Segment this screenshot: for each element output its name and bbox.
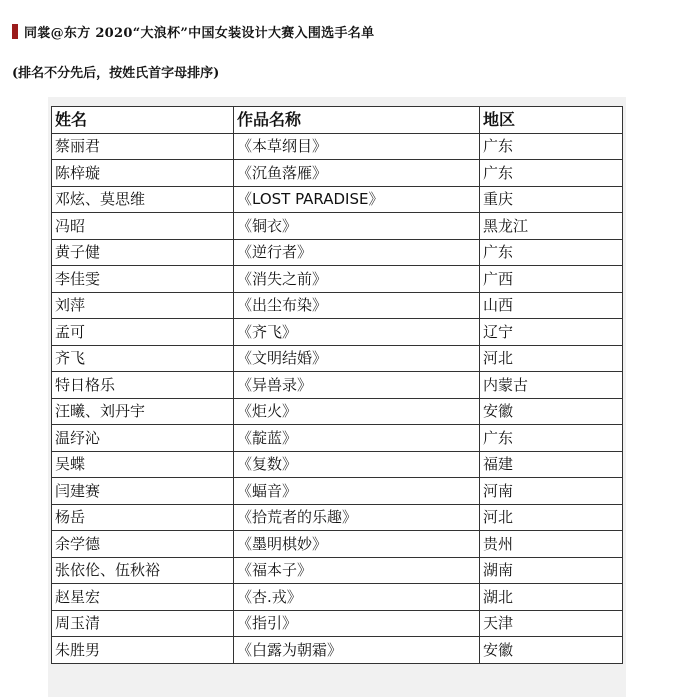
cell-work: 《拾荒者的乐趣》 xyxy=(234,504,480,531)
cell-region: 福建 xyxy=(480,451,623,478)
cell-work: 《炬火》 xyxy=(234,398,480,425)
cell-work: 《齐飞》 xyxy=(234,319,480,346)
cell-name: 闫建赛 xyxy=(52,478,234,505)
cell-region: 安徽 xyxy=(480,398,623,425)
cell-region: 河北 xyxy=(480,504,623,531)
finalist-table xyxy=(51,106,623,664)
cell-name: 冯昭 xyxy=(52,213,234,240)
cell-region: 内蒙古 xyxy=(480,372,623,399)
cell-name: 陈梓璇 xyxy=(52,160,234,187)
cell-name: 汪曦、刘丹宇 xyxy=(52,398,234,425)
table-row xyxy=(52,372,623,399)
cell-region: 山西 xyxy=(480,292,623,319)
page-title: 同裳@东方 2020“大浪杯”中国女装设计大赛入围选手名单 xyxy=(24,25,375,41)
cell-name: 朱胜男 xyxy=(52,637,234,664)
cell-name: 孟可 xyxy=(52,319,234,346)
table-row xyxy=(52,266,623,293)
cell-work: 《铜衣》 xyxy=(234,213,480,240)
cell-name: 吴蝶 xyxy=(52,451,234,478)
cell-name: 李佳雯 xyxy=(52,266,234,293)
cell-name: 刘萍 xyxy=(52,292,234,319)
cell-work: 《LOST PARADISE》 xyxy=(234,186,480,213)
cell-work: 《靛蓝》 xyxy=(234,425,480,452)
table-body xyxy=(52,133,623,663)
column-header-work: 作品名称 xyxy=(234,107,480,134)
cell-region: 重庆 xyxy=(480,186,623,213)
cell-work: 《墨明棋妙》 xyxy=(234,531,480,558)
table-row xyxy=(52,557,623,584)
cell-work: 《逆行者》 xyxy=(234,239,480,266)
table-header-row xyxy=(52,107,623,134)
cell-region: 广西 xyxy=(480,266,623,293)
table-row xyxy=(52,160,623,187)
table-row xyxy=(52,504,623,531)
cell-work: 《白露为朝霜》 xyxy=(234,637,480,664)
cell-name: 特日格乐 xyxy=(52,372,234,399)
column-header-region: 地区 xyxy=(480,107,623,134)
cell-work: 《沉鱼落雁》 xyxy=(234,160,480,187)
cell-name: 齐飞 xyxy=(52,345,234,372)
cell-work: 《出尘布染》 xyxy=(234,292,480,319)
cell-name: 赵星宏 xyxy=(52,584,234,611)
table-row xyxy=(52,319,623,346)
cell-name: 温纾沁 xyxy=(52,425,234,452)
cell-name: 杨岳 xyxy=(52,504,234,531)
cell-work: 《异兽录》 xyxy=(234,372,480,399)
cell-name: 张依伦、伍秋裕 xyxy=(52,557,234,584)
cell-work: 《福本子》 xyxy=(234,557,480,584)
table-row xyxy=(52,610,623,637)
table-row xyxy=(52,292,623,319)
cell-region: 广东 xyxy=(480,160,623,187)
title-bar xyxy=(12,22,374,40)
cell-region: 广东 xyxy=(480,425,623,452)
table-row xyxy=(52,186,623,213)
cell-work: 《文明结婚》 xyxy=(234,345,480,372)
cell-work: 《蝠音》 xyxy=(234,478,480,505)
table-row xyxy=(52,133,623,160)
page-subtitle: (排名不分先后，按姓氏首字母排序) xyxy=(12,66,220,81)
table-row xyxy=(52,398,623,425)
cell-region: 安徽 xyxy=(480,637,623,664)
cell-region: 湖南 xyxy=(480,557,623,584)
cell-region: 湖北 xyxy=(480,584,623,611)
title-marker xyxy=(12,24,18,39)
cell-work: 《消失之前》 xyxy=(234,266,480,293)
cell-region: 辽宁 xyxy=(480,319,623,346)
cell-region: 广东 xyxy=(480,239,623,266)
table-row xyxy=(52,637,623,664)
cell-work: 《复数》 xyxy=(234,451,480,478)
cell-work: 《本草纲目》 xyxy=(234,133,480,160)
table-row xyxy=(52,425,623,452)
cell-work: 《指引》 xyxy=(234,610,480,637)
cell-region: 天津 xyxy=(480,610,623,637)
table-row xyxy=(52,584,623,611)
table-row xyxy=(52,451,623,478)
cell-region: 河南 xyxy=(480,478,623,505)
cell-work: 《杏.戎》 xyxy=(234,584,480,611)
cell-name: 邓炫、莫思维 xyxy=(52,186,234,213)
cell-region: 河北 xyxy=(480,345,623,372)
cell-region: 黑龙江 xyxy=(480,213,623,240)
cell-region: 贵州 xyxy=(480,531,623,558)
table-row xyxy=(52,213,623,240)
table-row xyxy=(52,478,623,505)
cell-name: 蔡丽君 xyxy=(52,133,234,160)
column-header-name: 姓名 xyxy=(52,107,234,134)
cell-name: 周玉清 xyxy=(52,610,234,637)
table-row xyxy=(52,531,623,558)
table-row xyxy=(52,239,623,266)
cell-name: 黄子健 xyxy=(52,239,234,266)
table-row xyxy=(52,345,623,372)
cell-name: 余学德 xyxy=(52,531,234,558)
cell-region: 广东 xyxy=(480,133,623,160)
